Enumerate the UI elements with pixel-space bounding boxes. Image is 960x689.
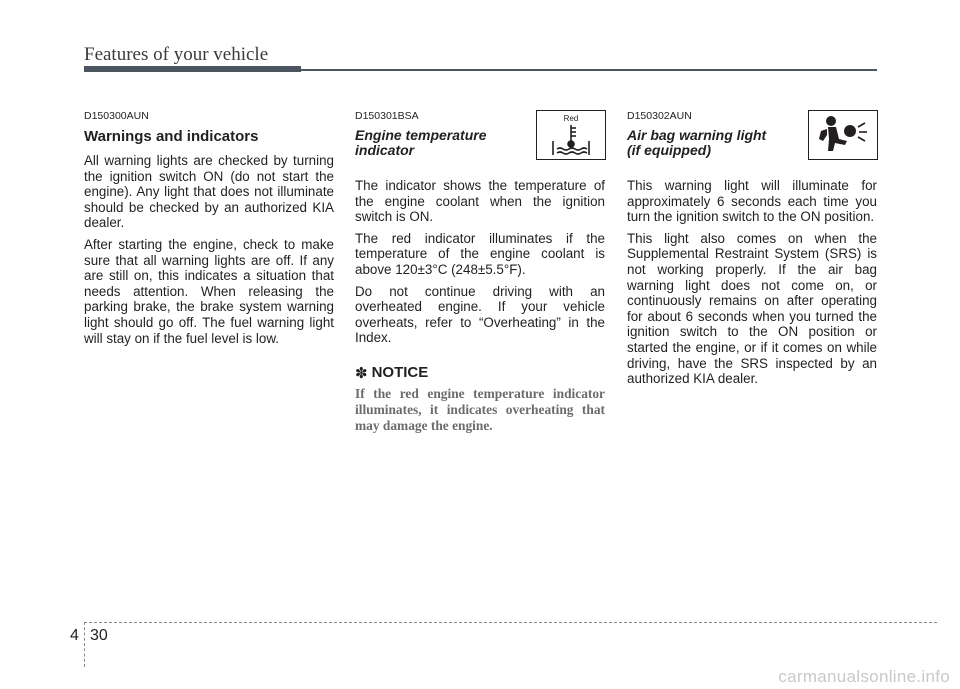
section-code: D150300AUN: [84, 110, 149, 122]
section-warnings-and-indicators: [84, 110, 334, 352]
section-code: D150302AUN: [627, 110, 692, 122]
header-rule-thin: [301, 69, 877, 71]
paragraph: Do not continue driving with an overheated engine. If your vehicle overheats, refer to “Overheating” in the Index.: [355, 283, 605, 346]
icon-color-label: Red: [563, 114, 579, 123]
footer-divider: [84, 622, 85, 667]
section-engine-temperature-indicator: [355, 110, 605, 434]
notice-text: If the red engine temperature indicator illuminates, it indicates overheating that may damage the engine.: [355, 385, 605, 433]
section-heading: [627, 128, 777, 158]
paragraph: The indicator shows the temperature of the engine coolant when the ignition switch is ON.: [355, 178, 605, 225]
airbag-warning-icon: [809, 111, 877, 159]
page-header-title: Features of your vehicle: [84, 44, 269, 65]
notice-title: NOTICE: [371, 364, 429, 382]
footer-rule: [84, 622, 937, 623]
airbag-warning-indicator-box: [808, 110, 878, 160]
heading-line: Air bag warning light: [627, 127, 767, 143]
paragraph: This warning light will illuminate for approximately 6 seconds each time you turn the ignition switch to the ON position.: [627, 178, 877, 225]
heading-line: (if equipped): [627, 142, 711, 158]
chapter-number: 4: [70, 627, 79, 644]
watermark: carmanualsonline.info: [778, 667, 950, 686]
section-heading: Engine temperature indicator: [355, 127, 487, 158]
paragraph: After starting the engine, check to make sure that all warning lights are off. If any are still on, this indicates a situation that needs attention. When releasing the parking brake, the brake system warning light should go off. The fuel warning light will stay on if the fuel level is low.: [84, 236, 334, 346]
header-rule-thick: [84, 66, 301, 72]
section-heading: Warnings and indicators: [84, 128, 259, 145]
paragraph: The red indicator illuminates if the temperature of the engine coolant is above 120±3°C (248±5.5°F).: [355, 230, 605, 277]
engine-temperature-indicator-box: [536, 110, 606, 160]
paragraph: All warning lights are checked by turning the ignition switch ON (do not start the engine). Any light that does not illuminate should be checked by an authorized KIA dealer.: [84, 153, 334, 231]
section-airbag-warning-light: [627, 110, 877, 393]
section-code: D150301BSA: [355, 110, 419, 122]
notice-heading: [355, 364, 605, 382]
page-number: 30: [90, 627, 108, 644]
paragraph: This light also comes on when the Supplemental Restraint System (SRS) is not working properly. If the air bag warning light does not come on, or continuously remains on after operating for about 6 seconds when you turned the ignition switch to the ON position or started the engine, or if it comes on while driving, have the SRS inspected by an authorized KIA dealer.: [627, 230, 877, 387]
notice-symbol-icon: ✽: [355, 364, 368, 382]
